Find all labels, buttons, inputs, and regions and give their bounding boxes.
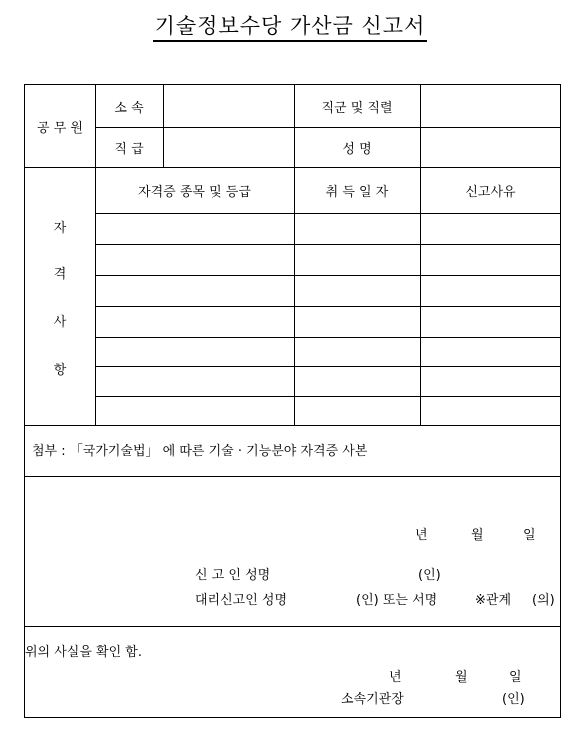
name-label: 성 명 — [342, 141, 372, 157]
row-divider — [95, 275, 561, 276]
form-title: 기술정보수당 가산금 신고서 — [0, 10, 580, 40]
affiliation-field[interactable] — [163, 85, 294, 127]
agency-head-seal: (인) — [502, 692, 525, 707]
row-divider — [95, 244, 561, 245]
row-divider — [95, 396, 561, 397]
confirmation-month: 월 — [455, 670, 468, 685]
attachment-note: 첨부 : 「국가기술법」 에 따른 기술 · 기능분야 자격증 사본 — [32, 444, 368, 459]
section-divider — [25, 626, 561, 627]
row-divider — [95, 337, 561, 338]
affiliation-label: 소 속 — [114, 100, 144, 116]
agent-label: 대리신고인 성명 — [195, 593, 288, 608]
relation-label: ※관계 — [475, 593, 512, 608]
agent-seal: (인) 또는 서명 — [356, 593, 438, 608]
row-divider — [95, 306, 561, 307]
job-class-label: 직군 및 직렬 — [321, 100, 393, 116]
declaration-section — [24, 426, 561, 718]
qualification-label-char: 격 — [53, 266, 67, 282]
row-divider — [95, 213, 561, 214]
grade-field[interactable] — [163, 127, 294, 167]
report-reason-header: 신고사유 — [465, 184, 516, 200]
confirmation-statement: 위의 사실을 확인 함. — [25, 645, 142, 660]
section-divider — [25, 476, 561, 477]
confirmation-year: 년 — [389, 670, 402, 685]
agency-head-label: 소속기관장 — [341, 692, 404, 707]
qualification-label-char: 사 — [53, 314, 67, 330]
qualification-column-header: 자격증 종목 및 등급 — [138, 184, 251, 200]
official-label: 공 무 원 — [37, 120, 83, 136]
reporter-seal: (인) — [418, 568, 441, 583]
declaration-day: 일 — [523, 528, 536, 543]
qualification-label-char: 자 — [53, 220, 67, 236]
acquisition-date-header: 취 득 일 자 — [325, 184, 389, 200]
confirmation-day: 일 — [509, 670, 522, 685]
grade-label: 직 급 — [114, 141, 144, 157]
qualification-label-char: 항 — [53, 362, 67, 378]
job-class-field[interactable] — [420, 85, 561, 127]
relation-paren: (의) — [532, 593, 555, 608]
reporter-label: 신 고 인 성명 — [195, 568, 271, 583]
info-table — [24, 84, 561, 426]
name-field[interactable] — [420, 127, 561, 167]
row-divider — [95, 366, 561, 367]
declaration-year: 년 — [415, 528, 428, 543]
declaration-month: 월 — [471, 528, 484, 543]
